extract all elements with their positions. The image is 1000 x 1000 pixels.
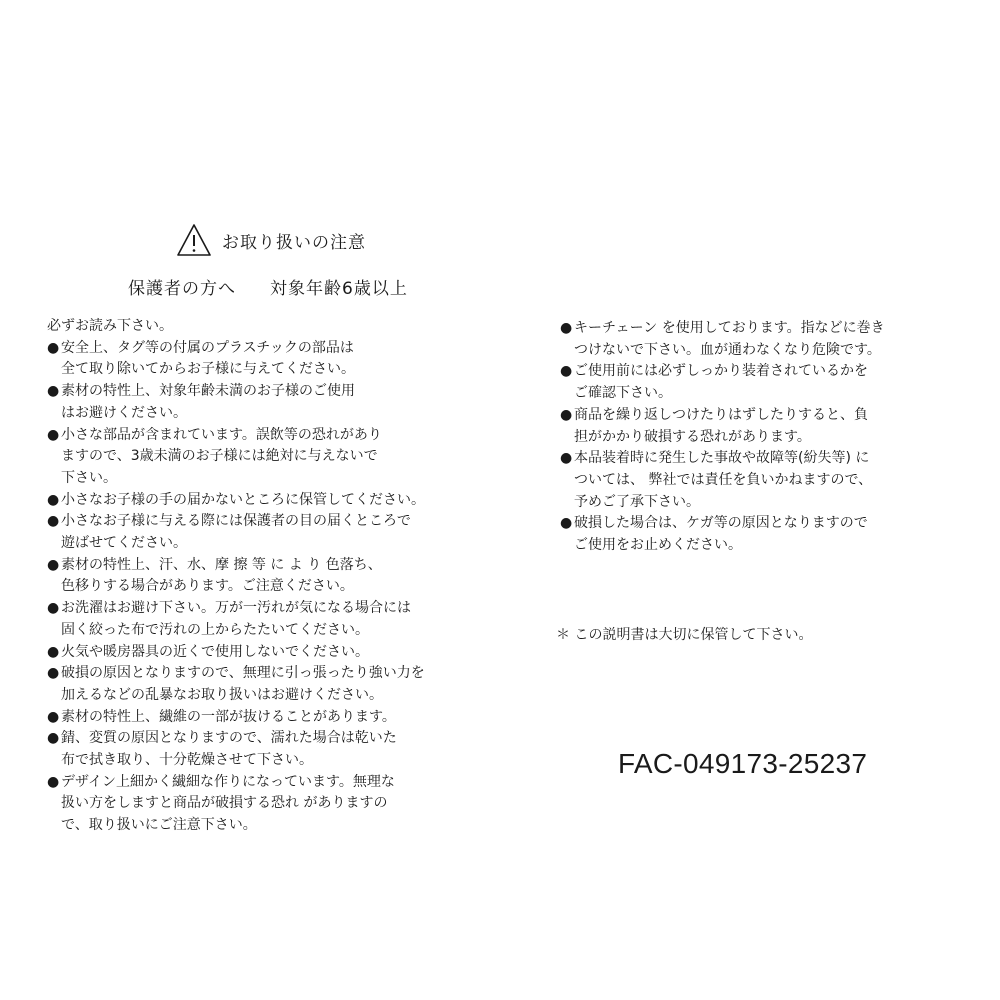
- caution-item: [560, 361, 885, 404]
- page-title: お取り扱いの注意: [222, 232, 366, 253]
- caution-line: ついては、 弊社では責任を負いかねますので、: [574, 471, 873, 488]
- bullet-icon: ●: [560, 450, 573, 467]
- caution-line: 小さなお子様の手の届かないところに保管してください。: [61, 491, 425, 508]
- bullet-icon: ●: [47, 513, 60, 530]
- caution-item: [47, 663, 425, 706]
- bullet-icon: ●: [560, 320, 573, 336]
- caution-item: [560, 405, 885, 448]
- bullet-icon: ●: [47, 426, 60, 443]
- caution-item: [47, 707, 425, 729]
- product-code: FAC-049173-25237: [618, 748, 868, 779]
- caution-line: 加えるなどの乱暴なお取り扱いはお避けください。: [61, 686, 383, 703]
- right-column: [560, 318, 885, 557]
- caution-title-row: [176, 222, 366, 258]
- caution-line: はお避けください。: [61, 404, 187, 421]
- bullet-icon: ●: [47, 773, 60, 790]
- caution-line: 下さい。: [61, 469, 117, 486]
- caution-line: 素材の特性上、対象年齢未満のお子様のご使用: [61, 383, 355, 400]
- caution-line: ますので、3歳未満のお子様には絶対に与えないで: [61, 448, 378, 465]
- bullet-icon: ●: [47, 708, 60, 725]
- caution-line: つけないで下さい。血が通わなくなり危険です。: [574, 341, 881, 358]
- caution-item: [47, 728, 425, 771]
- bullet-icon: ●: [560, 406, 573, 423]
- caution-item: [47, 555, 425, 598]
- caution-line: 素材の特性上、繊維の一部が抜けることがあります。: [61, 708, 396, 725]
- caution-item: [47, 381, 425, 424]
- intro-text: 必ずお読み下さい。: [47, 318, 173, 334]
- caution-line: 担がかかり破損する恐れがあります。: [574, 428, 811, 445]
- bullet-icon: ●: [47, 383, 60, 400]
- subtitle: [128, 274, 408, 299]
- caution-line: 遊ばせてください。: [61, 535, 187, 552]
- caution-item: [47, 425, 425, 490]
- caution-item: [47, 511, 425, 554]
- bullet-icon: ●: [560, 515, 573, 532]
- caution-line: お洗濯はお避け下さい。万が一汚れが気になる場合には: [61, 600, 411, 617]
- caution-line: 破損した場合は、ケガ等の原因となりますので: [574, 515, 868, 532]
- caution-line: 火気や暖房器具の近くで使用しないでください。: [61, 643, 369, 660]
- left-caution-list: [47, 338, 425, 837]
- caution-line: で、取り扱いにご注意下さい。: [61, 817, 257, 834]
- caution-item: [47, 490, 425, 512]
- caution-line: 布で拭き取り、十分乾燥させて下さい。: [61, 752, 313, 769]
- caution-item: [47, 772, 425, 837]
- caution-line: ご使用前には必ずしっかり装着されているかを: [574, 363, 868, 380]
- left-column: [47, 316, 425, 837]
- bullet-icon: ●: [47, 643, 60, 660]
- caution-line: 破損の原因となりますので、無理に引っ張ったり強い力を: [61, 665, 425, 682]
- caution-line: 色移りする場合があります。ご注意ください。: [61, 578, 354, 595]
- caution-line: 小さなお子様に与える際には保護者の目の届くところで: [61, 513, 411, 530]
- caution-line: 本品装着時に発生した事故や故障等(紛失等) に: [574, 450, 870, 467]
- target-age: 対象年齢6歳以上: [270, 279, 408, 299]
- target-audience: 保護者の方へ: [128, 279, 236, 299]
- caution-line: 安全上、タグ等の付属のプラスチックの部品は: [61, 339, 354, 356]
- bullet-icon: ●: [47, 730, 60, 747]
- caution-line: 全て取り除いてからお子様に与えてください。: [61, 361, 355, 378]
- caution-line: デザイン上細かく繊細な作りになっています。無理な: [61, 773, 395, 790]
- bullet-icon: ●: [47, 600, 60, 617]
- warning-triangle-icon: [176, 223, 212, 257]
- caution-line: 予めご了承下さい。: [574, 493, 700, 510]
- caution-line: ご使用をお止めください。: [574, 537, 742, 554]
- caution-item: [47, 642, 425, 664]
- caution-line: キーチェーン を使用しております。指などに巻き: [574, 320, 885, 336]
- caution-item: [47, 338, 425, 381]
- bullet-icon: ●: [47, 665, 60, 682]
- caution-line: 素材の特性上、汗、水、摩 擦 等 に よ り 色落ち、: [61, 556, 382, 573]
- caution-line: 固く絞った布で汚れの上からたたいてください。: [61, 621, 369, 638]
- right-caution-list: [560, 318, 885, 557]
- caution-line: 錆、変質の原因となりますので、濡れた場合は乾いた: [61, 730, 397, 747]
- caution-line: 商品を繰り返しつけたりはずしたりすると、負: [574, 406, 868, 423]
- bullet-icon: ●: [47, 339, 60, 356]
- keep-manual-note: ＊ この説明書は大切に保管して下さい。: [556, 627, 813, 643]
- caution-item: [560, 448, 885, 513]
- caution-item: [560, 318, 885, 361]
- caution-line: ご確認下さい。: [574, 385, 672, 402]
- caution-item: [47, 598, 425, 641]
- caution-line: 小さな部品が含まれています。誤飲等の恐れがあり: [61, 426, 382, 443]
- bullet-icon: ●: [47, 491, 60, 508]
- caution-line: 扱い方をしますと商品が破損する恐れ がありますの: [61, 795, 388, 812]
- bullet-icon: ●: [47, 556, 60, 573]
- bullet-icon: ●: [560, 363, 573, 380]
- caution-item: [560, 513, 885, 556]
